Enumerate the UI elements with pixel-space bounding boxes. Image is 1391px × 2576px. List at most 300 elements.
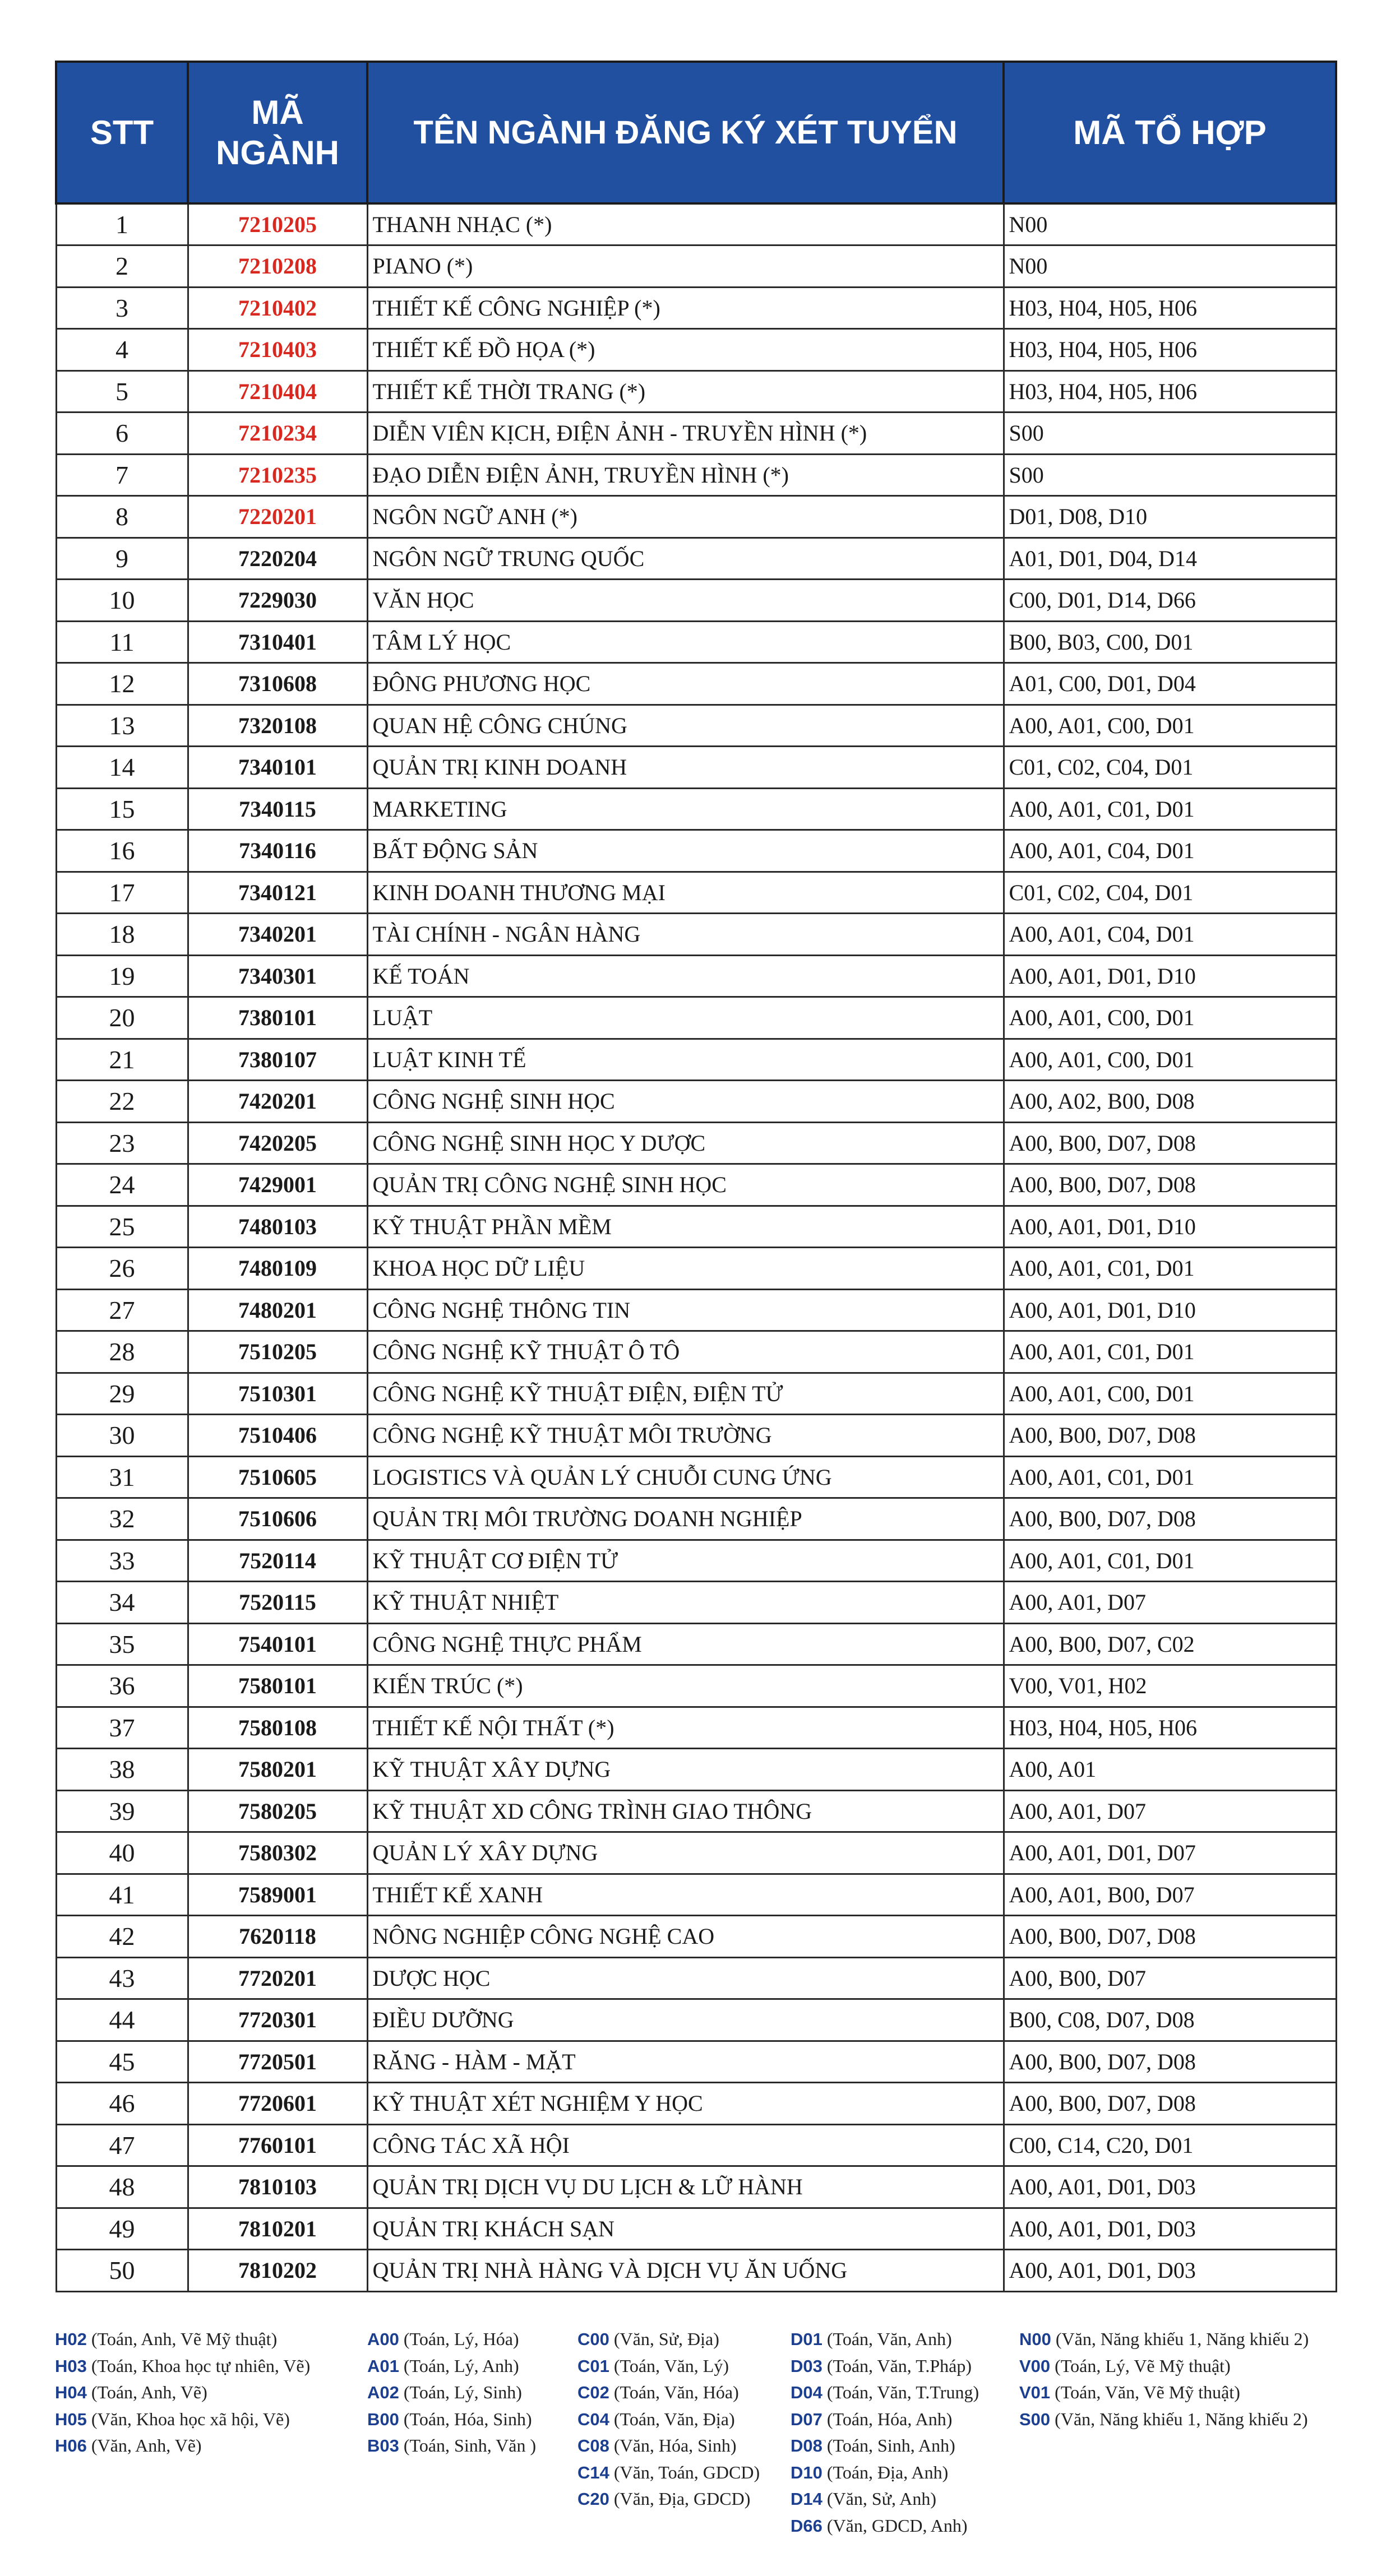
row-combination: H03, H04, H05, H06 <box>1004 287 1336 329</box>
row-major-code: 7580201 <box>188 1749 367 1791</box>
row-stt: 42 <box>56 1916 188 1958</box>
legend-item <box>791 2326 979 2353</box>
row-combination: N00 <box>1004 203 1336 245</box>
row-combination: A00, A01 <box>1004 1749 1336 1791</box>
row-stt: 48 <box>56 2166 188 2208</box>
row-major-name: KINH DOANH THƯƠNG MẠI <box>367 872 1004 914</box>
legend-item <box>791 2406 979 2433</box>
table-row <box>56 454 1336 496</box>
legend-code: A02 <box>367 2383 399 2402</box>
row-major-name: ĐẠO DIỄN ĐIỆN ẢNH, TRUYỀN HÌNH (*) <box>367 454 1004 496</box>
legend-description: (Toán, Lý, Anh) <box>403 2355 519 2376</box>
row-major-name: PIANO (*) <box>367 245 1004 288</box>
row-combination: A00, A01, C01, D01 <box>1004 1540 1336 1582</box>
legend-code: C02 <box>577 2383 609 2402</box>
legend-code: C04 <box>577 2409 609 2429</box>
row-major-name: ĐIỀU DƯỠNG <box>367 1999 1004 2041</box>
row-major-code: 7580108 <box>188 1707 367 1749</box>
row-stt: 25 <box>56 1206 188 1248</box>
row-major-name: QUẢN TRỊ CÔNG NGHỆ SINH HỌC <box>367 1164 1004 1206</box>
row-major-code: 7520114 <box>188 1540 367 1582</box>
legend-item <box>55 2353 310 2380</box>
legend-description: (Toán, Lý, Sinh) <box>403 2382 522 2402</box>
row-major-name: QUẢN LÝ XÂY DỰNG <box>367 1832 1004 1874</box>
row-stt: 22 <box>56 1081 188 1123</box>
row-combination: A00, A01, D01, D07 <box>1004 1832 1336 1874</box>
row-stt: 35 <box>56 1623 188 1665</box>
table-row <box>56 1749 1336 1791</box>
table-row <box>56 1999 1336 2041</box>
row-combination: H03, H04, H05, H06 <box>1004 329 1336 371</box>
row-stt: 15 <box>56 788 188 830</box>
legend-code: D14 <box>791 2489 822 2509</box>
legend-item <box>55 2326 310 2353</box>
legend-column <box>1019 2326 1309 2433</box>
row-major-code: 7420205 <box>188 1122 367 1164</box>
legend-description: (Văn, Khoa học xã hội, Vẽ) <box>91 2408 290 2429</box>
row-major-name: NGÔN NGỮ TRUNG QUỐC <box>367 538 1004 580</box>
table-row <box>56 2041 1336 2083</box>
row-major-code: 7340116 <box>188 830 367 872</box>
row-major-code: 7210234 <box>188 413 367 455</box>
row-major-code: 7810202 <box>188 2250 367 2292</box>
row-major-code: 7310608 <box>188 663 367 705</box>
row-combination: B00, C08, D07, D08 <box>1004 1999 1336 2041</box>
legend-item <box>1019 2326 1309 2353</box>
row-major-code: 7340201 <box>188 914 367 956</box>
row-major-name: CÔNG NGHỆ THỰC PHẨM <box>367 1623 1004 1665</box>
row-stt: 5 <box>56 370 188 413</box>
row-stt: 37 <box>56 1707 188 1749</box>
row-major-code: 7720501 <box>188 2041 367 2083</box>
row-major-name: THIẾT KẾ XANH <box>367 1874 1004 1916</box>
row-combination: A00, A01, D01, D10 <box>1004 955 1336 997</box>
row-major-code: 7720201 <box>188 1957 367 1999</box>
row-combination: A00, B00, D07, D08 <box>1004 1122 1336 1164</box>
row-major-code: 7210403 <box>188 329 367 371</box>
legend-column <box>367 2326 536 2459</box>
table-row <box>56 1415 1336 1457</box>
legend-code: C08 <box>577 2436 609 2455</box>
legend-item <box>791 2459 979 2486</box>
row-major-code: 7340301 <box>188 955 367 997</box>
legend-code: D04 <box>791 2383 822 2402</box>
row-stt: 30 <box>56 1415 188 1457</box>
legend-code: H03 <box>55 2356 87 2376</box>
row-major-code: 7210208 <box>188 245 367 288</box>
row-major-code: 7420201 <box>188 1081 367 1123</box>
row-major-code: 7480103 <box>188 1206 367 1248</box>
row-major-code: 7620118 <box>188 1916 367 1958</box>
row-stt: 41 <box>56 1874 188 1916</box>
legend-description: (Toán, Văn, Vẽ Mỹ thuật) <box>1055 2382 1240 2402</box>
legend-description: (Văn, Sử, Anh) <box>826 2489 936 2509</box>
legend-item <box>791 2353 979 2380</box>
row-combination: A00, A01, C01, D01 <box>1004 1331 1336 1373</box>
row-major-code: 7540101 <box>188 1623 367 1665</box>
row-stt: 12 <box>56 663 188 705</box>
legend-code: S00 <box>1019 2409 1051 2429</box>
legend-code: D03 <box>791 2356 822 2376</box>
row-combination: N00 <box>1004 245 1336 288</box>
row-major-code: 7340121 <box>188 872 367 914</box>
row-combination: A00, A01, D01, D10 <box>1004 1206 1336 1248</box>
legend-description: (Toán, Địa, Anh) <box>826 2462 949 2482</box>
row-combination: A00, A01, D01, D10 <box>1004 1289 1336 1331</box>
row-stt: 50 <box>56 2250 188 2292</box>
table-row <box>56 830 1336 872</box>
row-major-name: QUẢN TRỊ KINH DOANH <box>367 747 1004 789</box>
row-major-code: 7340101 <box>188 747 367 789</box>
row-major-name: CÔNG NGHỆ KỸ THUẬT MÔI TRƯỜNG <box>367 1415 1004 1457</box>
row-combination: S00 <box>1004 413 1336 455</box>
row-major-name: THIẾT KẾ NỘI THẤT (*) <box>367 1707 1004 1749</box>
legend-item <box>367 2326 536 2353</box>
row-major-code: 7510301 <box>188 1373 367 1415</box>
row-combination: C00, D01, D14, D66 <box>1004 580 1336 622</box>
row-combination: B00, B03, C00, D01 <box>1004 621 1336 663</box>
legend-item <box>1019 2379 1309 2406</box>
row-major-name: RĂNG - HÀM - MẶT <box>367 2041 1004 2083</box>
legend-item <box>55 2406 310 2433</box>
row-stt: 13 <box>56 705 188 747</box>
row-stt: 45 <box>56 2041 188 2083</box>
row-stt: 34 <box>56 1582 188 1624</box>
row-stt: 26 <box>56 1248 188 1290</box>
row-major-code: 7210235 <box>188 454 367 496</box>
table-row <box>56 1164 1336 1206</box>
row-stt: 31 <box>56 1456 188 1498</box>
row-stt: 44 <box>56 1999 188 2041</box>
legend-description: (Toán, Sinh, Anh) <box>826 2435 955 2455</box>
table-row <box>56 1582 1336 1624</box>
legend-description: (Toán, Hóa, Anh) <box>826 2408 953 2429</box>
row-stt: 29 <box>56 1373 188 1415</box>
row-major-name: MARKETING <box>367 788 1004 830</box>
table-row <box>56 1957 1336 1999</box>
row-major-name: KIẾN TRÚC (*) <box>367 1665 1004 1707</box>
legend-code: C00 <box>577 2329 609 2349</box>
row-major-code: 7310401 <box>188 621 367 663</box>
table-row <box>56 621 1336 663</box>
row-combination: A00, B00, D07, D08 <box>1004 1498 1336 1540</box>
row-major-name: KỸ THUẬT CƠ ĐIỆN TỬ <box>367 1540 1004 1582</box>
legend-item <box>577 2379 760 2406</box>
subject-combination-legend <box>0 2326 1391 2561</box>
legend-item <box>367 2433 536 2459</box>
legend-item <box>577 2459 760 2486</box>
row-combination: A00, A01, C04, D01 <box>1004 830 1336 872</box>
row-major-name: CÔNG NGHỆ KỸ THUẬT Ô TÔ <box>367 1331 1004 1373</box>
row-major-name: KỸ THUẬT XÉT NGHIỆM Y HỌC <box>367 2083 1004 2125</box>
row-major-name: LOGISTICS VÀ QUẢN LÝ CHUỖI CUNG ỨNG <box>367 1456 1004 1498</box>
legend-code: C20 <box>577 2489 609 2509</box>
row-major-code: 7229030 <box>188 580 367 622</box>
row-combination: A00, A01, C00, D01 <box>1004 997 1336 1039</box>
legend-code: H02 <box>55 2329 87 2349</box>
row-major-name: TÂM LÝ HỌC <box>367 621 1004 663</box>
legend-description: (Văn, GDCD, Anh) <box>826 2515 968 2536</box>
table-row <box>56 2083 1336 2125</box>
legend-code: N00 <box>1019 2329 1051 2349</box>
row-stt: 1 <box>56 203 188 245</box>
row-major-code: 7210404 <box>188 370 367 413</box>
row-major-code: 7320108 <box>188 705 367 747</box>
row-combination: A00, B00, D07, D08 <box>1004 1164 1336 1206</box>
row-major-name: DIỄN VIÊN KỊCH, ĐIỆN ẢNH - TRUYỀN HÌNH (*) <box>367 413 1004 455</box>
legend-description: (Toán, Văn, Lý) <box>613 2355 729 2376</box>
row-combination: V00, V01, H02 <box>1004 1665 1336 1707</box>
row-stt: 39 <box>56 1790 188 1832</box>
row-combination: A00, A01, D07 <box>1004 1582 1336 1624</box>
row-major-name: QUẢN TRỊ MÔI TRƯỜNG DOANH NGHIỆP <box>367 1498 1004 1540</box>
table-row <box>56 580 1336 622</box>
legend-code: C14 <box>577 2462 609 2482</box>
row-combination: A00, A01, C00, D01 <box>1004 1373 1336 1415</box>
table-row <box>56 1707 1336 1749</box>
row-major-name: QUAN HỆ CÔNG CHÚNG <box>367 705 1004 747</box>
header-stt: STT <box>56 62 188 203</box>
legend-item <box>55 2379 310 2406</box>
row-stt: 16 <box>56 830 188 872</box>
table-row <box>56 1916 1336 1958</box>
row-major-name: CÔNG TÁC XÃ HỘI <box>367 2124 1004 2166</box>
row-stt: 3 <box>56 287 188 329</box>
legend-item <box>791 2379 979 2406</box>
row-stt: 28 <box>56 1331 188 1373</box>
legend-description: (Toán, Lý, Hóa) <box>403 2329 519 2349</box>
legend-code: B00 <box>367 2409 399 2429</box>
legend-description: (Toán, Anh, Vẽ) <box>91 2382 207 2402</box>
row-major-name: THIẾT KẾ ĐỒ HỌA (*) <box>367 329 1004 371</box>
row-major-code: 7210402 <box>188 287 367 329</box>
row-combination: H03, H04, H05, H06 <box>1004 370 1336 413</box>
row-major-name: KẾ TOÁN <box>367 955 1004 997</box>
row-combination: A00, B00, D07, D08 <box>1004 1415 1336 1457</box>
table-row <box>56 287 1336 329</box>
legend-code: B03 <box>367 2436 399 2455</box>
legend-description: (Toán, Văn, Anh) <box>826 2329 952 2349</box>
legend-description: (Toán, Lý, Vẽ Mỹ thuật) <box>1055 2355 1231 2376</box>
row-major-name: CÔNG NGHỆ SINH HỌC Y DƯỢC <box>367 1122 1004 1164</box>
legend-code: H06 <box>55 2436 87 2455</box>
legend-column <box>791 2326 979 2539</box>
row-major-code: 7510606 <box>188 1498 367 1540</box>
row-major-code: 7220204 <box>188 538 367 580</box>
legend-code: H05 <box>55 2409 87 2429</box>
table-row <box>56 2124 1336 2166</box>
row-stt: 7 <box>56 454 188 496</box>
row-major-code: 7760101 <box>188 2124 367 2166</box>
legend-item <box>577 2406 760 2433</box>
table-row <box>56 955 1336 997</box>
table-row <box>56 1623 1336 1665</box>
legend-column <box>577 2326 760 2513</box>
legend-code: V00 <box>1019 2356 1051 2376</box>
row-major-name: THIẾT KẾ CÔNG NGHIỆP (*) <box>367 287 1004 329</box>
table-row <box>56 2166 1336 2208</box>
row-major-code: 7720601 <box>188 2083 367 2125</box>
row-combination: A00, B00, D07, D08 <box>1004 2083 1336 2125</box>
table-row <box>56 1331 1336 1373</box>
table-row <box>56 705 1336 747</box>
legend-item <box>577 2486 760 2513</box>
row-combination: A00, B00, D07, D08 <box>1004 2041 1336 2083</box>
row-major-code: 7580302 <box>188 1832 367 1874</box>
row-major-name: THANH NHẠC (*) <box>367 203 1004 245</box>
row-stt: 20 <box>56 997 188 1039</box>
row-stt: 36 <box>56 1665 188 1707</box>
row-major-name: VĂN HỌC <box>367 580 1004 622</box>
table-row <box>56 1373 1336 1415</box>
row-major-name: KHOA HỌC DỮ LIỆU <box>367 1248 1004 1290</box>
legend-item <box>1019 2406 1309 2433</box>
row-major-code: 7720301 <box>188 1999 367 2041</box>
row-major-code: 7810103 <box>188 2166 367 2208</box>
header-name: TÊN NGÀNH ĐĂNG KÝ XÉT TUYỂN <box>367 62 1004 203</box>
row-major-name: CÔNG NGHỆ SINH HỌC <box>367 1081 1004 1123</box>
row-stt: 46 <box>56 2083 188 2125</box>
row-major-name: NGÔN NGỮ ANH (*) <box>367 496 1004 538</box>
row-major-name: THIẾT KẾ THỜI TRANG (*) <box>367 370 1004 413</box>
row-stt: 11 <box>56 621 188 663</box>
row-stt: 33 <box>56 1540 188 1582</box>
row-combination: A00, A01, D01, D03 <box>1004 2250 1336 2292</box>
legend-description: (Văn, Toán, GDCD) <box>613 2462 760 2482</box>
row-major-name: CÔNG NGHỆ THÔNG TIN <box>367 1289 1004 1331</box>
table-row <box>56 1039 1336 1081</box>
row-major-code: 7510205 <box>188 1331 367 1373</box>
legend-item <box>55 2433 310 2459</box>
table-row <box>56 370 1336 413</box>
legend-description: (Toán, Hóa, Sinh) <box>403 2408 532 2429</box>
row-combination: A00, A01, C01, D01 <box>1004 788 1336 830</box>
row-major-code: 7210205 <box>188 203 367 245</box>
legend-item <box>367 2353 536 2380</box>
legend-description: (Toán, Khoa học tự nhiên, Vẽ) <box>91 2355 311 2376</box>
row-combination: A00, B00, D07, D08 <box>1004 1916 1336 1958</box>
row-combination: A01, C00, D01, D04 <box>1004 663 1336 705</box>
row-major-name: LUẬT <box>367 997 1004 1039</box>
row-combination: A00, A01, D07 <box>1004 1790 1336 1832</box>
row-major-code: 7220201 <box>188 496 367 538</box>
row-major-code: 7510605 <box>188 1456 367 1498</box>
legend-item <box>367 2379 536 2406</box>
row-stt: 43 <box>56 1957 188 1999</box>
row-major-name: TÀI CHÍNH - NGÂN HÀNG <box>367 914 1004 956</box>
row-combination: A00, A01, B00, D07 <box>1004 1874 1336 1916</box>
table-row <box>56 2208 1336 2250</box>
row-stt: 32 <box>56 1498 188 1540</box>
legend-item <box>791 2433 979 2459</box>
row-major-name: QUẢN TRỊ NHÀ HÀNG VÀ DỊCH VỤ ĂN UỐNG <box>367 2250 1004 2292</box>
row-stt: 17 <box>56 872 188 914</box>
row-major-name: BẤT ĐỘNG SẢN <box>367 830 1004 872</box>
table-row <box>56 1665 1336 1707</box>
table-row <box>56 872 1336 914</box>
row-combination: A00, A01, C01, D01 <box>1004 1456 1336 1498</box>
row-combination: H03, H04, H05, H06 <box>1004 1707 1336 1749</box>
row-stt: 49 <box>56 2208 188 2250</box>
header-code-text: MÃ NGÀNH <box>216 93 339 172</box>
legend-code: C01 <box>577 2356 609 2376</box>
table-row <box>56 1122 1336 1164</box>
row-combination: A00, A02, B00, D08 <box>1004 1081 1336 1123</box>
legend-item <box>577 2326 760 2353</box>
row-combination: A00, A01, D01, D03 <box>1004 2208 1336 2250</box>
legend-code: D07 <box>791 2409 822 2429</box>
table-row <box>56 413 1336 455</box>
row-major-code: 7480201 <box>188 1289 367 1331</box>
row-stt: 8 <box>56 496 188 538</box>
legend-description: (Văn, Địa, GDCD) <box>613 2489 751 2509</box>
table-row <box>56 997 1336 1039</box>
row-major-code: 7520115 <box>188 1582 367 1624</box>
row-stt: 19 <box>56 955 188 997</box>
table-row <box>56 788 1336 830</box>
row-major-name: QUẢN TRỊ DỊCH VỤ DU LỊCH & LỮ HÀNH <box>367 2166 1004 2208</box>
header-code <box>188 62 367 203</box>
legend-description: (Toán, Văn, Hóa) <box>613 2382 739 2402</box>
legend-item <box>577 2353 760 2380</box>
table-row <box>56 1206 1336 1248</box>
row-stt: 21 <box>56 1039 188 1081</box>
legend-description: (Văn, Anh, Vẽ) <box>91 2435 202 2455</box>
admission-table <box>55 61 1337 2292</box>
legend-item <box>367 2406 536 2433</box>
legend-code: D10 <box>791 2462 822 2482</box>
legend-description: (Văn, Sử, Địa) <box>613 2329 719 2349</box>
row-major-code: 7510406 <box>188 1415 367 1457</box>
row-major-name: KỸ THUẬT XÂY DỰNG <box>367 1749 1004 1791</box>
table-row <box>56 747 1336 789</box>
row-stt: 2 <box>56 245 188 288</box>
row-combination: S00 <box>1004 454 1336 496</box>
table-header <box>56 62 1336 203</box>
header-comb: MÃ TỔ HỢP <box>1004 62 1336 203</box>
row-combination: D01, D08, D10 <box>1004 496 1336 538</box>
table-row <box>56 1289 1336 1331</box>
row-combination: A01, D01, D04, D14 <box>1004 538 1336 580</box>
row-major-name: KỸ THUẬT PHẦN MỀM <box>367 1206 1004 1248</box>
row-combination: A00, A01, D01, D03 <box>1004 2166 1336 2208</box>
table-row <box>56 1081 1336 1123</box>
row-stt: 6 <box>56 413 188 455</box>
row-major-code: 7580205 <box>188 1790 367 1832</box>
legend-item <box>791 2513 979 2540</box>
legend-code: H04 <box>55 2383 87 2402</box>
row-stt: 23 <box>56 1122 188 1164</box>
row-major-name: QUẢN TRỊ KHÁCH SẠN <box>367 2208 1004 2250</box>
legend-code: D08 <box>791 2436 822 2455</box>
table-row <box>56 329 1336 371</box>
legend-description: (Văn, Năng khiếu 1, Năng khiếu 2) <box>1055 2329 1309 2349</box>
table-row <box>56 1248 1336 1290</box>
row-combination: A00, A01, C00, D01 <box>1004 705 1336 747</box>
legend-description: (Toán, Anh, Vẽ Mỹ thuật) <box>91 2329 278 2349</box>
row-stt: 10 <box>56 580 188 622</box>
row-major-code: 7429001 <box>188 1164 367 1206</box>
row-major-name: NÔNG NGHIỆP CÔNG NGHỆ CAO <box>367 1916 1004 1958</box>
table-row <box>56 1832 1336 1874</box>
table-row <box>56 496 1336 538</box>
table-row <box>56 203 1336 245</box>
row-stt: 9 <box>56 538 188 580</box>
row-major-name: ĐÔNG PHƯƠNG HỌC <box>367 663 1004 705</box>
row-stt: 18 <box>56 914 188 956</box>
legend-description: (Toán, Văn, T.Trung) <box>826 2382 979 2402</box>
legend-description: (Văn, Hóa, Sinh) <box>613 2435 737 2455</box>
